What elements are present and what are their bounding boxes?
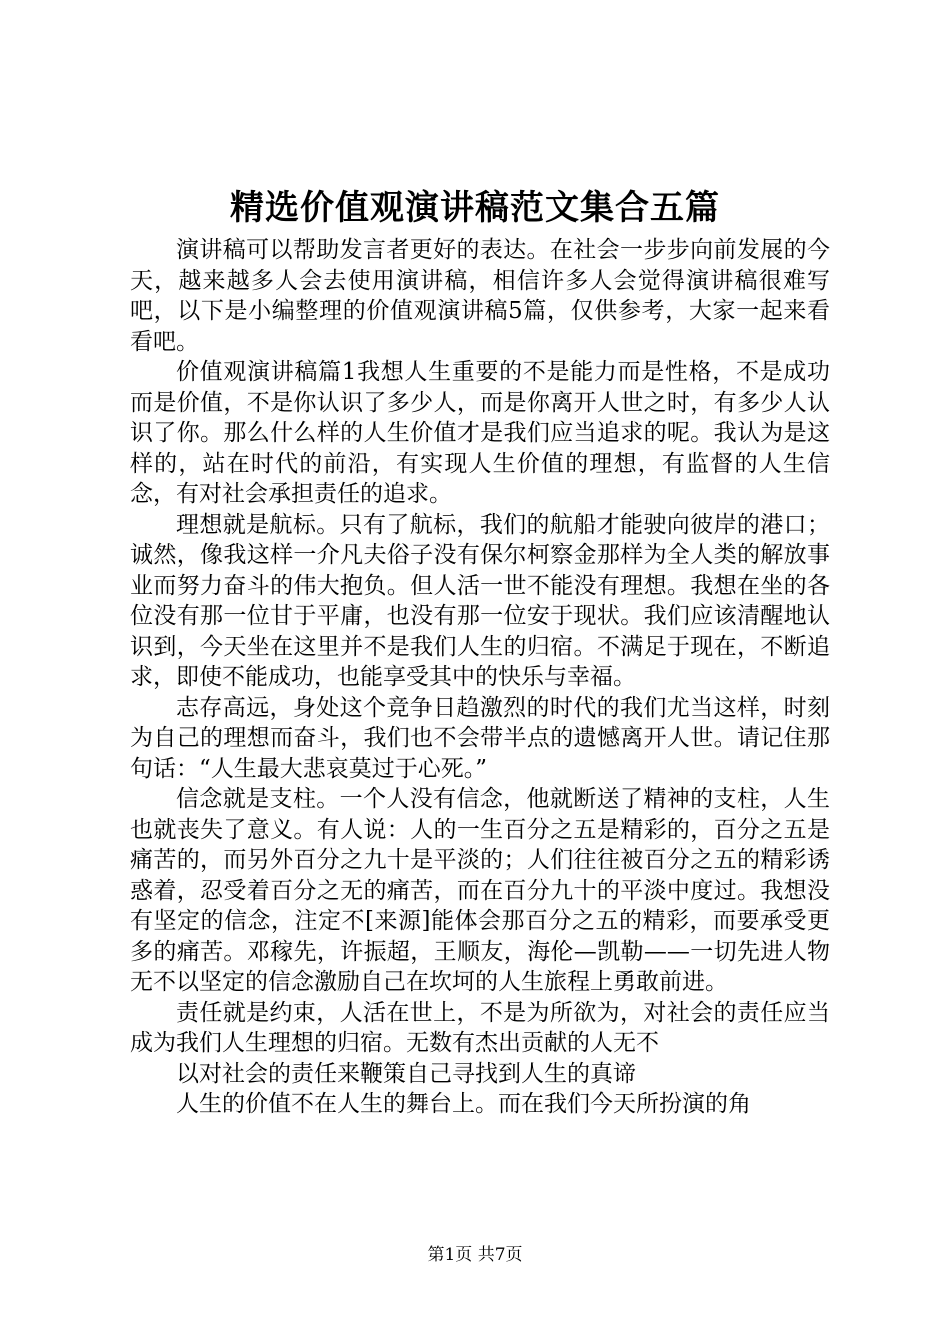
paragraph: 理想就是航标。只有了航标，我们的航船才能驶向彼岸的港口；诚然，像我这样一介凡夫俗子没有保尔柯察金那样为全人类的解放事业而努力奋斗的伟大抱负。但人活一世不能没有理想。我想在坐的各位没有那一位甘于平庸，也没有那一位安于现状。我们应该清醒地认识到，今天坐在这里并不是我们人生的归宿。不满足于现在，不断追求，即使不能成功，也能享受其中的快乐与幸福。	[130, 511, 830, 690]
paragraph: 以对社会的责任来鞭策自己寻找到人生的真谛	[176, 1060, 636, 1087]
paragraph: 人生的价值不在人生的舞台上。而在我们今天所扮演的角	[176, 1091, 751, 1117]
paragraph: 信念就是支柱。一个人没有信念，他就断送了精神的支柱，人生也就丧失了意义。有人说：人的一生百分之五是精彩的，百分之五是痛苦的，而另外百分之九十是平淡的；人们往往被百分之五的精彩诱惑着，忍受着百分之无的痛苦，而在百分九十的平淡中度过。我想没有坚定的信念，注定不[来源]能体会那百分之五的精彩，而要承受更多的痛苦。邓稼先，许振超，王顺友，海伦—凯勒——一切先进人物无不以坚定的信念激励自己在坎坷的人生旅程上勇敢前进。	[130, 786, 830, 995]
page-number-footer: 第1页 共7页	[427, 1245, 523, 1265]
paragraph: 责任就是约束，人活在世上，不是为所欲为，对社会的责任应当成为我们人生理想的归宿。无数有杰出贡献的人无不	[130, 999, 830, 1056]
paragraph: 演讲稿可以帮助发言者更好的表达。在社会一步步向前发展的今天，越来越多人会去使用演讲稿，相信许多人会觉得演讲稿很难写吧，以下是小编整理的价值观演讲稿5篇，仅供参考，大家一起来看看吧。	[130, 237, 830, 355]
document-title: 精选价值观演讲稿范文集合五篇	[230, 188, 720, 228]
document-body	[130, 235, 830, 1120]
paragraph: 志存高远，身处这个竞争日趋激烈的时代的我们尤当这样，时刻为自己的理想而奋斗，我们也不会带半点的遗憾离开人世。请记住那句话：“人生最大悲哀莫过于心死。”	[130, 694, 830, 782]
paragraph: 价值观演讲稿篇1我想人生重要的不是能力而是性格，不是成功而是价值，不是你认识了多少人，而是你离开人世之时，有多少人认识了你。那么什么样的人生价值才是我们应当追求的呢。我认为是这样的，站在时代的前沿，有实现人生价值的理想，有监督的人生信念，有对社会承担责任的追求。	[130, 359, 830, 507]
